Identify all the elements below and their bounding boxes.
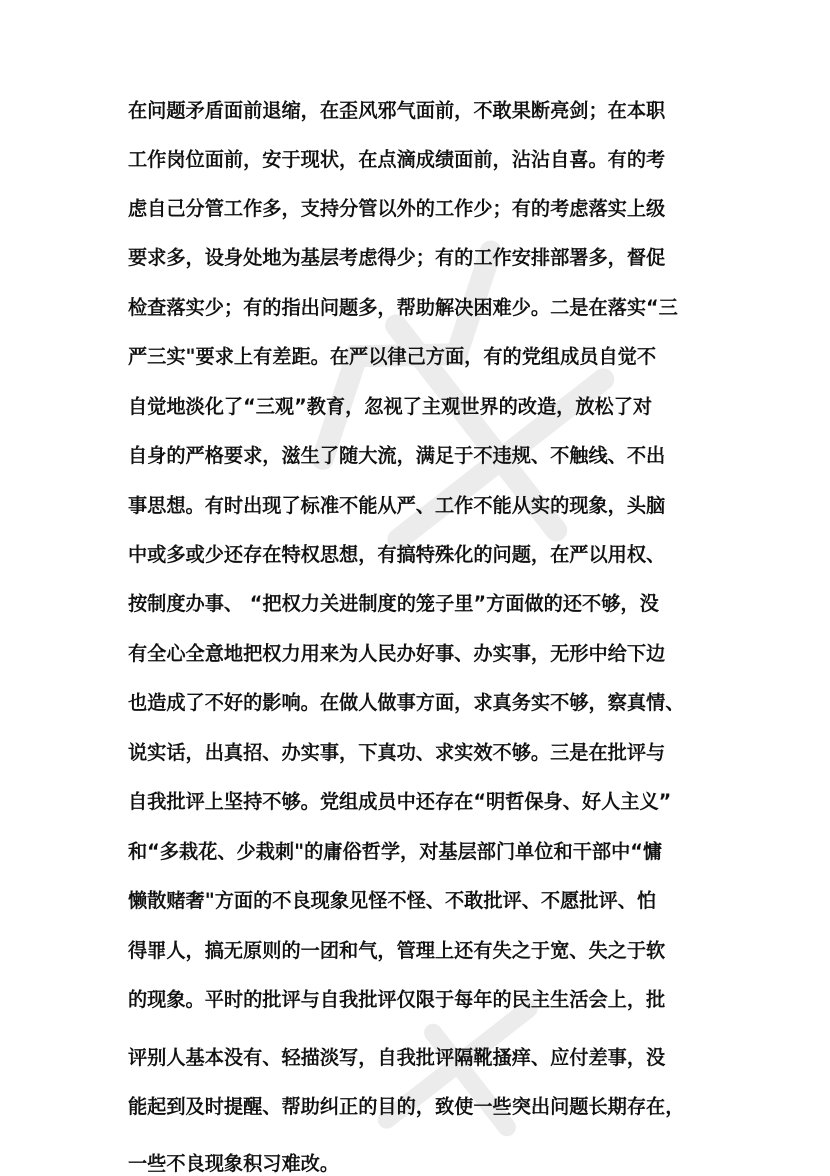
text-line: 事思想。有时出现了标准不能从严、工作不能从实的现象，头脑 [128, 494, 666, 517]
text-line: 在问题矛盾面前退缩，在歪风邪气面前，不敢果断亮剑；在本职 [128, 99, 666, 122]
text-line: 自我批评上坚持不够。党组成员中还存在“明哲保身、好人主义” [128, 790, 672, 813]
text-line: 要求多，设身处地为基层考虑得少；有的工作安排部署多，督促 [128, 246, 666, 269]
text-line: 工作岗位面前，安于现状，在点滴成绩面前，沾沾自喜。有的考 [128, 148, 666, 171]
text-line: 和“多栽花、少栽刺"的庸俗哲学，对基层部门单位和干部中“慵 [128, 840, 663, 863]
text-line: 能起到及时提醒、帮助纠正的目的，致使一些突出问题长期存在， [128, 1095, 685, 1118]
text-line: 有全心全意地把权力用来为人民办好事、办实事，无形中给下边 [128, 642, 666, 665]
text-line: 评别人基本没有、轻描淡写，自我批评隔靴搔痒、应付差事，没 [128, 1046, 666, 1069]
text-line: 按制度办事、 “把权力关进制度的笼子里”方面做的还不够，没 [128, 592, 659, 615]
text-line: 懒散赌奢"方面的不良现象见怪不怪、不敢批评、不愿批评、怕 [128, 889, 657, 912]
text-line: 得罪人，搞无原则的一团和气，管理上还有失之于宽、失之于软 [128, 939, 666, 962]
text-line: 虑自己分管工作多，支持分管以外的工作少；有的考虑落实上级 [128, 197, 666, 220]
text-line: 一些不良现象积习难改。 [128, 1152, 340, 1175]
text-line: 中或多或少还存在特权思想，有搞特殊化的问题，在严以用权、 [128, 543, 666, 566]
text-line: 的现象。平时的批评与自我批评仅限于每年的民主生活会上，批 [128, 988, 666, 1011]
text-line: 严三实"要求上有差距。在严以律己方面，有的党组成员自觉不 [128, 345, 657, 368]
text-line: 说实话，出真招、办实事，下真功、求实效不够。三是在批评与 [128, 741, 666, 764]
text-line: 自觉地淡化了“三观”教育，忽视了主观世界的改造，放松了对 [128, 395, 653, 418]
text-line: 自身的严格要求，滋生了随大流，满足于不违规、不触线、不出 [128, 444, 666, 467]
text-line: 也造成了不好的影响。在做人做事方面，求真务实不够，察真情、 [128, 691, 685, 714]
text-line: 检查落实少；有的指出问题多，帮助解决困难少。二是在落实“三 [128, 296, 678, 319]
